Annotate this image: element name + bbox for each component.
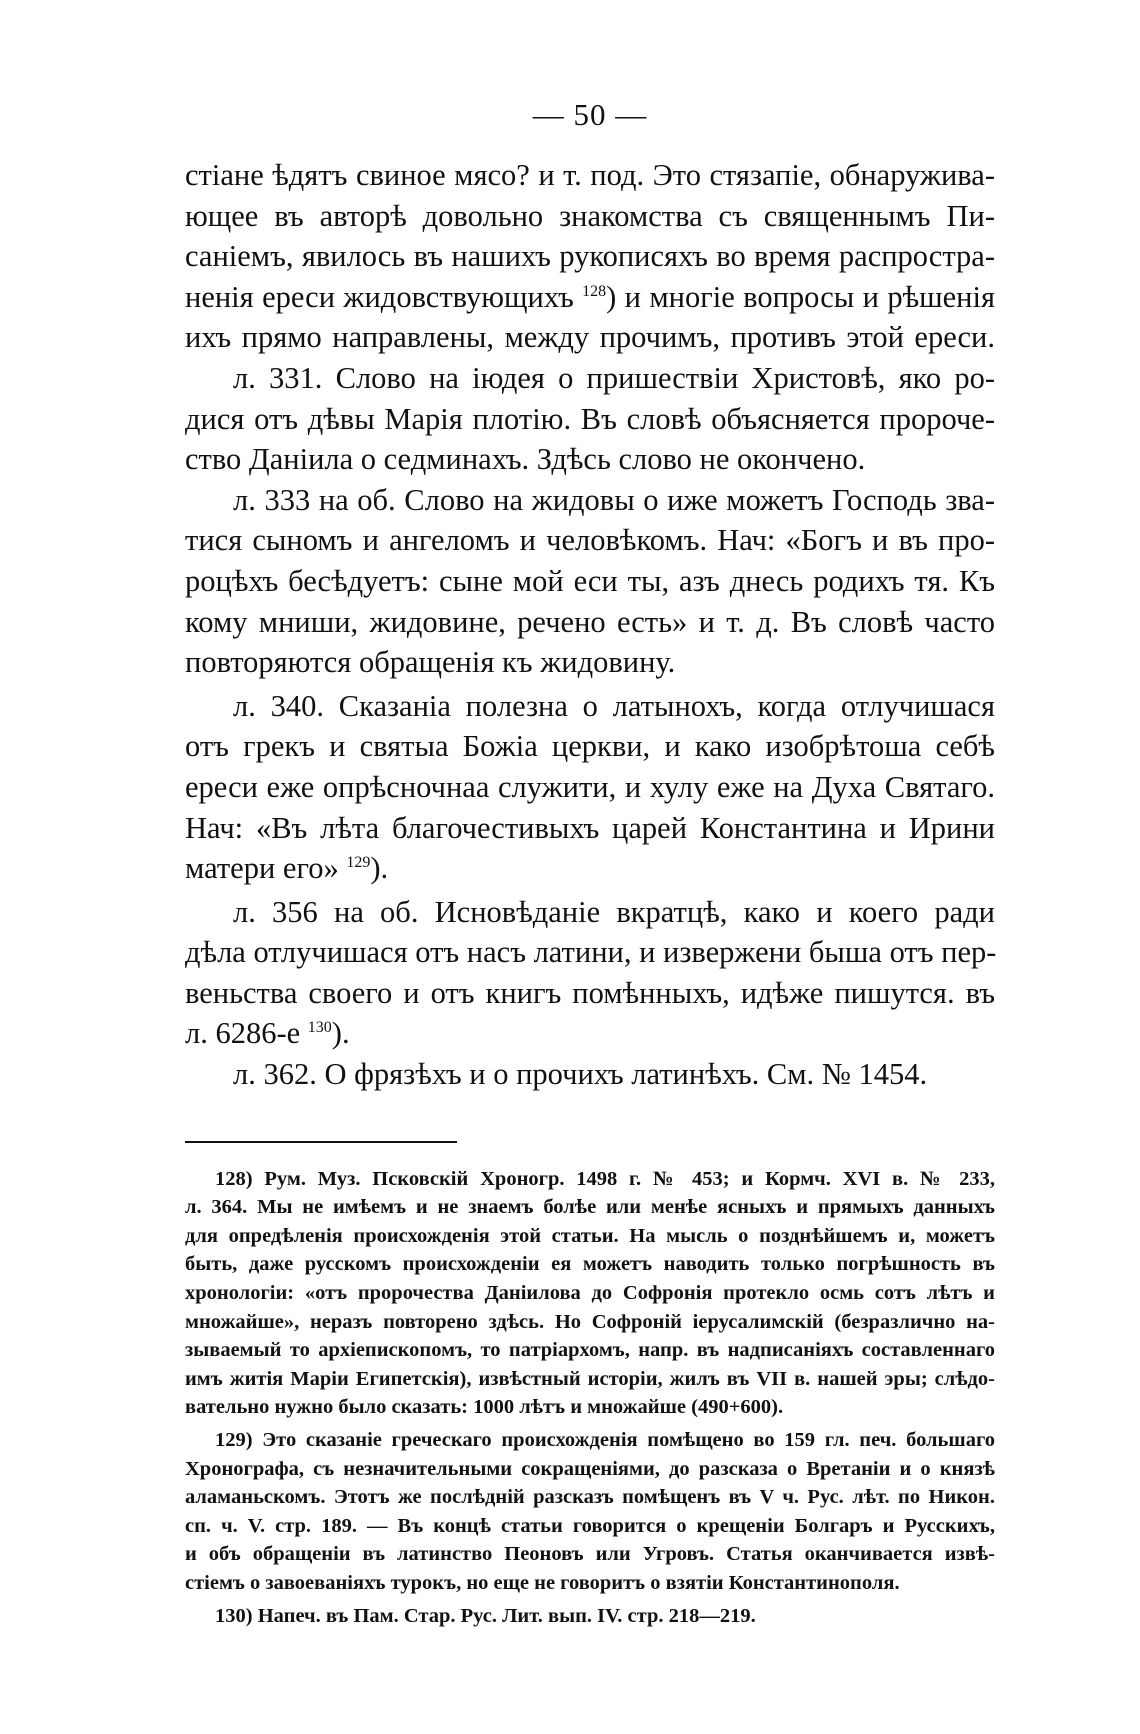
entry-333: л. 333 на об. Слово на жидовы о иже можетъ Господь зва-: [233, 482, 995, 517]
footnote-ref-129[interactable]: 129: [346, 853, 371, 871]
entry-356: л. 356 на об. Исновѣданіе вкратцѣ, како и коего ради: [233, 894, 995, 929]
entry-331: л. 331. Слово на іюдея о пришествіи Христовѣ, яко ро-: [233, 360, 995, 395]
text-line-with-ref: [185, 1013, 995, 1054]
page-number: — 50 —: [532, 97, 648, 132]
text-line: ихъ прямо направлены, между прочимъ, противъ этой ереси.: [185, 320, 995, 355]
footnote-line: аламаньскомъ. Этотъ же послѣдній разсказъ помѣщенъ въ V ч. Рус. лѣт. по Никон.: [185, 1486, 995, 1509]
footnote-line: и объ обращеніи въ латинство Пеоновъ или Угровъ. Статья оканчивается извѣ-: [185, 1543, 995, 1566]
entry-340: л. 340. Сказаніа полезна о латынохъ, когда отлучишася: [233, 688, 995, 723]
text-line: стіане ѣдятъ свиное мясо? и т. под. Это стязапіе, обнаружива-: [185, 158, 995, 192]
footnote-line: стіемъ о завоеваніяхъ турокъ, но еще не говоритъ о взятіи Константинополя.: [185, 1571, 900, 1594]
text-line: веньства своего и отъ книгъ помѣнныхъ, идѣже пишутся. въ: [185, 975, 995, 1010]
text-line-with-ref: [185, 848, 995, 889]
footnote-line: для опредѣленія происхожденія этой статьи. На мысль о позднѣйшемъ и, можетъ: [185, 1224, 995, 1247]
text-fragment: ).: [370, 851, 389, 886]
footnote-128: 128) Рум. Муз. Псковскій Хроногр. 1498 г. № 453; и Кормч. XVI в. № 233,: [215, 1167, 995, 1190]
footnote-line: л. 364. Мы не имѣемъ и не знаемъ болѣе или менѣе ясныхъ и прямыхъ данныхъ: [185, 1196, 995, 1219]
text-line: тися сыномъ и ангеломъ и человѣкомъ. Нач: «Богъ и въ про-: [185, 523, 995, 558]
text-line: отъ грекъ и святыа Божіа церкви, и како изобрѣтоша себѣ: [185, 729, 995, 764]
text-line: повторяются обращенія къ жидовину.: [185, 645, 676, 680]
text-line-with-ref: [185, 277, 995, 318]
text-line: Нач: «Въ лѣта благочестивыхъ царей Константина и Ирини: [185, 810, 995, 845]
text-fragment: ) и многіе вопросы и рѣшенія: [606, 279, 995, 314]
text-line: дѣла отлучишася отъ насъ латини, и извержени быша отъ пер-: [185, 935, 997, 970]
book-page: [185, 95, 995, 1630]
footnote-130: 130) Напеч. въ Пам. Стар. Рус. Лит. вып. IV. стр. 218—219.: [215, 1604, 756, 1627]
footnotes: [185, 1165, 995, 1631]
footnote-divider: [185, 1141, 457, 1143]
text-line: ющее въ авторѣ довольно знакомства съ священнымъ Пи-: [185, 198, 995, 233]
footnote-ref-130[interactable]: 130: [307, 1019, 332, 1037]
text-line: кому мниши, жидовине, речено есть» и т. д. Въ словѣ часто: [185, 604, 995, 639]
main-text: [185, 155, 995, 1095]
text-line: ереси еже опрѣсночнаа служити, и хулу еже на Духа Святаго.: [185, 769, 995, 804]
footnote-line: зываемый то архіепископомъ, то патріархомъ, напр. въ надписаніяхъ составленнаго: [185, 1339, 995, 1362]
text-line: саніемъ, явилось въ нашихъ рукописяхъ во время распростра-: [185, 239, 995, 274]
text-line: ство Даніила о седминахъ. Здѣсь слово не окончено.: [185, 442, 866, 477]
text-line: роцѣхъ бесѣдуетъ: сыне мой еси ты, азъ днесь родихъ тя. Къ: [185, 563, 995, 598]
text-fragment: ).: [331, 1016, 350, 1051]
text-fragment: л. 6286-е: [185, 1016, 301, 1051]
text-fragment: ненія ереси жидовствующихъ: [185, 279, 574, 314]
footnote-ref-128[interactable]: 128: [582, 282, 607, 300]
footnote-line: Хронографа, съ незначительными сокращеніями, до разсказа о Вретаніи и о князѣ: [185, 1457, 995, 1480]
text-line: дися отъ дѣвы Марія плотію. Въ словѣ объясняется пророче-: [185, 401, 995, 436]
footnote-line: множайше», неразъ повторено здѣсь. Но Софроній іерусалимскій (безразлично на-: [185, 1310, 995, 1333]
text-fragment: матери его»: [185, 851, 339, 886]
footnote-129: 129) Это сказаніе греческаго происхожденія помѣщено во 159 гл. печ. большаго: [215, 1429, 995, 1451]
footnote-line: вательно нужно было сказать: 1000 лѣтъ и множайше (490+600).: [185, 1396, 784, 1419]
footnote-line: хронологіи: «отъ пророчества Даніилова до Софронія протекло осмь сотъ лѣтъ и: [185, 1282, 995, 1305]
footnote-line: быть, даже русскомъ происхожденіи ея можетъ наводить только погрѣшность въ: [185, 1253, 995, 1276]
footnote-line: имъ житія Маріи Египетскія), извѣстный исторіи, жилъ въ VII в. нашей эры; слѣдо-: [185, 1367, 995, 1390]
footnote-line: сп. ч. V. стр. 189. — Въ концѣ статьи говорится о крещеніи Болгаръ и Русскихъ,: [185, 1514, 995, 1537]
entry-362: л. 362. О фрязѣхъ и о прочихъ латинѣхъ. См. № 1454.: [233, 1057, 928, 1092]
